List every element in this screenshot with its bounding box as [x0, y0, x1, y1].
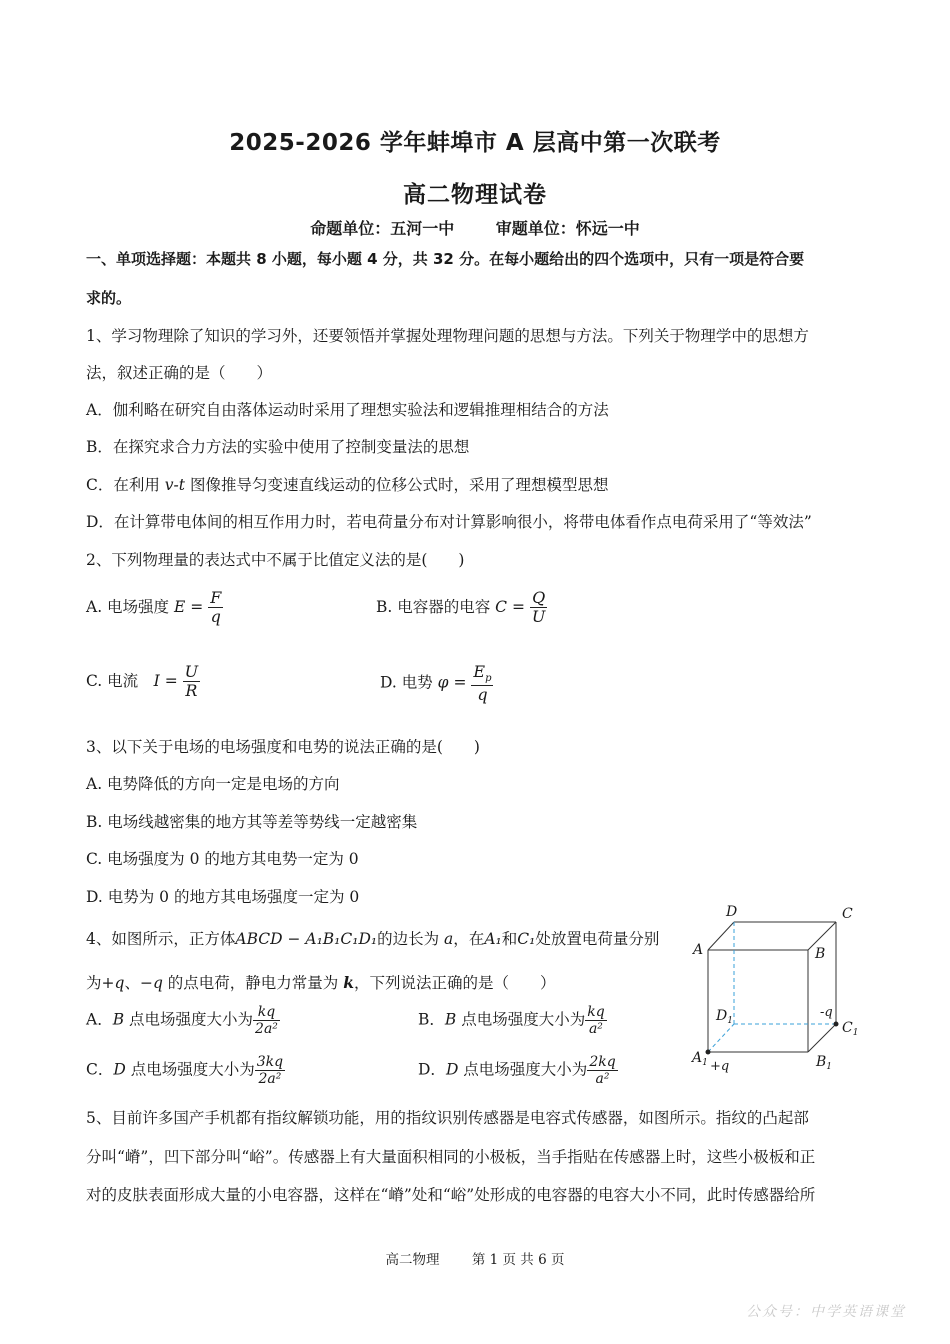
q4-c-num: 3kq [256, 1054, 284, 1070]
q4-stem2-b: 、− [124, 974, 153, 992]
label-d1 [715, 1008, 733, 1026]
q4-charge-2: q [152, 974, 163, 992]
q4-a-fraction [253, 1004, 280, 1037]
q5-text-3: 对的皮肤表面形成大量的小电容器，这样在“嵴”处和“峪”处形成的电容器的电容大小不同，此时传感器给所 [86, 1186, 816, 1204]
q4-b-num: kq [587, 1004, 605, 1020]
label-b1-sub: 1 [826, 1062, 833, 1072]
q2-b-fraction [530, 589, 547, 627]
q4-b-pre: B． [418, 1010, 445, 1029]
edge-a1-d1 [708, 1024, 734, 1052]
q3-option-a: A. 电势降低的方向一定是电场的方向 [86, 775, 340, 793]
q4-a-den: 2a² [255, 1021, 278, 1038]
q5-text-1: 5、目前许多国产手机都有指纹解锁功能，用的指纹识别传感器是电容式传感器，如图所示。指纹的凸起部 [86, 1109, 809, 1127]
q4-point-1: A₁ [484, 930, 502, 948]
q4-c-den: 2a² [258, 1071, 282, 1088]
q2-c-den: R [185, 681, 198, 701]
label-c1-sub: 1 [852, 1028, 859, 1038]
q2-d-eq: = [453, 673, 467, 692]
label-d1-sub: 1 [727, 1016, 733, 1026]
q2-c-num: U [184, 662, 199, 681]
charge-a1-dot [706, 1050, 711, 1055]
q2-b-eq: = [511, 597, 525, 616]
exam-subtitle: 高二物理试卷 [403, 182, 547, 208]
label-c1 [842, 1020, 858, 1038]
label-d: D [726, 904, 738, 920]
q2-stem: 2、下列物理量的表达式中不属于比值定义法的是( ) [86, 551, 465, 569]
q3-option-b: B. 电场线越密集的地方其等差等势线一定越密集 [86, 813, 418, 831]
q1-stem-cont: 法，叙述正确的是（ ） [86, 364, 273, 382]
watermark: 公众号：中学英语课堂 [746, 1304, 906, 1320]
label-c: C [842, 906, 853, 922]
q2-c-fraction [183, 663, 200, 701]
q2-a-fraction [208, 589, 223, 627]
q2-d-fraction [471, 663, 493, 704]
q2-option-d [380, 663, 493, 704]
q4-edge-var: a [444, 930, 454, 948]
q2-d-num-sub: p [485, 673, 492, 685]
q4-stem-b: 的边长为 [377, 930, 445, 948]
q4-cube-name: ABCD − A₁B₁C₁D₁ [235, 930, 378, 948]
q3-option-c: C. 电场强度为 0 的地方其电势一定为 0 [86, 850, 359, 868]
q4-stem-d: 和 [501, 930, 518, 948]
q4-d-den: a² [595, 1071, 610, 1088]
q4-option-a [86, 1004, 280, 1037]
charge-c1-dot [834, 1022, 839, 1027]
q4-stem2-c: 的点电荷，静电力常量为 [162, 974, 344, 992]
edge-b1-c1 [808, 1024, 836, 1052]
section-heading-cont: 求的。 [86, 289, 132, 307]
q4-b-fraction [585, 1004, 606, 1037]
q1-option-c-pre: C．在利用 [86, 476, 165, 494]
q1-option-d: D．在计算带电体间的相互作用力时，若电荷量分布对计算影响很小，将带电体看作点电荷采用了“等效法” [86, 513, 812, 531]
q4-stem-c: ，在 [453, 930, 485, 948]
footer-subject: 高二物理 [385, 1252, 440, 1268]
q2-a-eq: = [190, 597, 204, 616]
label-b1 [815, 1054, 832, 1072]
q2-b-num: Q [530, 589, 547, 608]
q4-a-pre: A． [86, 1010, 113, 1029]
q2-option-b [376, 589, 547, 627]
q4-d-pre: D． [418, 1060, 446, 1079]
q4-stem-a: 4、如图所示，正方体 [86, 930, 236, 948]
q3-stem: 3、以下关于电场的电场强度和电势的说法正确的是( ) [86, 738, 480, 756]
q4-c-fraction [255, 1054, 285, 1087]
q4-c-mid: 点电场强度大小为 [125, 1060, 255, 1079]
q2-c-eq: = [164, 671, 178, 690]
q4-c-pre: C． [86, 1060, 114, 1079]
q2-d-label: D. 电势 [380, 673, 438, 692]
q1-option-c-post: 图像推导匀变速直线运动的位移公式时，采用了理想模型思想 [185, 476, 609, 494]
label-b: B [815, 946, 826, 962]
footer-page-number: 第 1 页 共 6 页 [471, 1252, 565, 1268]
proposer-unit: 命题单位：五河一中 [310, 219, 455, 238]
q1-option-c-var: v-t [164, 476, 186, 494]
q2-a-den: q [210, 607, 221, 627]
q4-stem [86, 927, 659, 949]
exam-units [0, 216, 950, 239]
q1-option-b: B．在探究求合力方法的实验中使用了控制变量法的思想 [86, 438, 470, 456]
cube-figure [690, 900, 870, 1075]
q2-a-num: F [210, 588, 222, 607]
q4-a-pt: B [112, 1010, 125, 1029]
label-plus-q: +q [710, 1059, 730, 1074]
q1-option-c [86, 473, 608, 495]
q2-d-num-wrap [471, 663, 493, 686]
reviewer-unit: 审题单位：怀远一中 [495, 219, 640, 238]
q4-stem-e: 处放置电荷量分别 [535, 930, 660, 948]
label-a: A [693, 942, 704, 958]
q2-a-lhs: E [173, 597, 186, 616]
label-d1-main: D [716, 1008, 728, 1024]
q2-d-lhs: φ [437, 673, 449, 692]
q4-d-num: 2kq [589, 1054, 616, 1070]
label-minus-q: -q [820, 1005, 833, 1020]
q4-d-pt: D [445, 1060, 459, 1079]
q4-point-2: C₁ [517, 930, 536, 948]
q2-d-den: q [477, 684, 488, 704]
q4-a-num: kq [253, 1004, 280, 1021]
q4-constant-k: k [343, 973, 354, 992]
exam-title: 2025-2026 学年蚌埠市 A 层高中第一次联考 [229, 130, 721, 156]
q2-b-label: B. 电容器的电容 [376, 597, 496, 616]
q4-stem2-d: ，下列说法正确的是（ ） [353, 974, 556, 992]
label-a1-sub: 1 [702, 1058, 708, 1068]
label-a1-main: A [692, 1050, 703, 1066]
q4-option-b [418, 1004, 607, 1037]
q2-a-label: A. 电场强度 [86, 597, 174, 616]
label-b1-main: B [816, 1054, 827, 1070]
q2-c-label: C. 电流 [86, 671, 154, 690]
q2-d-num: E [473, 662, 486, 681]
q3-option-d: D. 电势为 0 的地方其电场强度一定为 0 [86, 888, 360, 906]
q1-stem: 1、学习物理除了知识的学习外，还要领悟并掌握处理物理问题的思想与方法。下列关于物理学中的思想方 [86, 327, 809, 345]
q4-option-c [86, 1054, 285, 1087]
label-a1 [690, 1050, 708, 1068]
q4-c-pt: D [113, 1060, 126, 1079]
q2-c-lhs: I [153, 671, 160, 690]
q4-b-pt: B [444, 1010, 457, 1029]
q2-option-a [86, 589, 223, 627]
q4-d-fraction [587, 1054, 617, 1087]
label-c1-main: C [842, 1020, 853, 1036]
edge-a-d [708, 922, 734, 950]
q4-charge-1: q [114, 974, 125, 992]
q4-a-mid: 点电场强度大小为 [124, 1010, 254, 1029]
q2-b-den: U [531, 607, 546, 627]
q4-d-mid: 点电场强度大小为 [458, 1060, 588, 1079]
page-footer [0, 1248, 950, 1268]
q2-b-lhs: C [495, 597, 508, 616]
q4-stem-cont [86, 971, 556, 993]
q5-text-2: 分叫“嵴”，凹下部分叫“峪”。传感器上有大量面积相同的小极板，当手指贴在传感器上时，这些小极板和正 [86, 1148, 816, 1166]
section-heading: 一、单项选择题：本题共 8 小题，每小题 4 分，共 32 分。在每小题给出的四个选项中，只有一项是符合要 [86, 250, 805, 268]
q2-option-c [86, 663, 200, 701]
q4-option-d [418, 1054, 618, 1087]
q4-b-den: a² [588, 1021, 603, 1038]
q4-b-mid: 点电场强度大小为 [456, 1010, 586, 1029]
q4-stem2-a: 为+ [86, 974, 115, 992]
q1-option-a: A．伽利略在研究自由落体运动时采用了理想实验法和逻辑推理相结合的方法 [86, 401, 609, 419]
